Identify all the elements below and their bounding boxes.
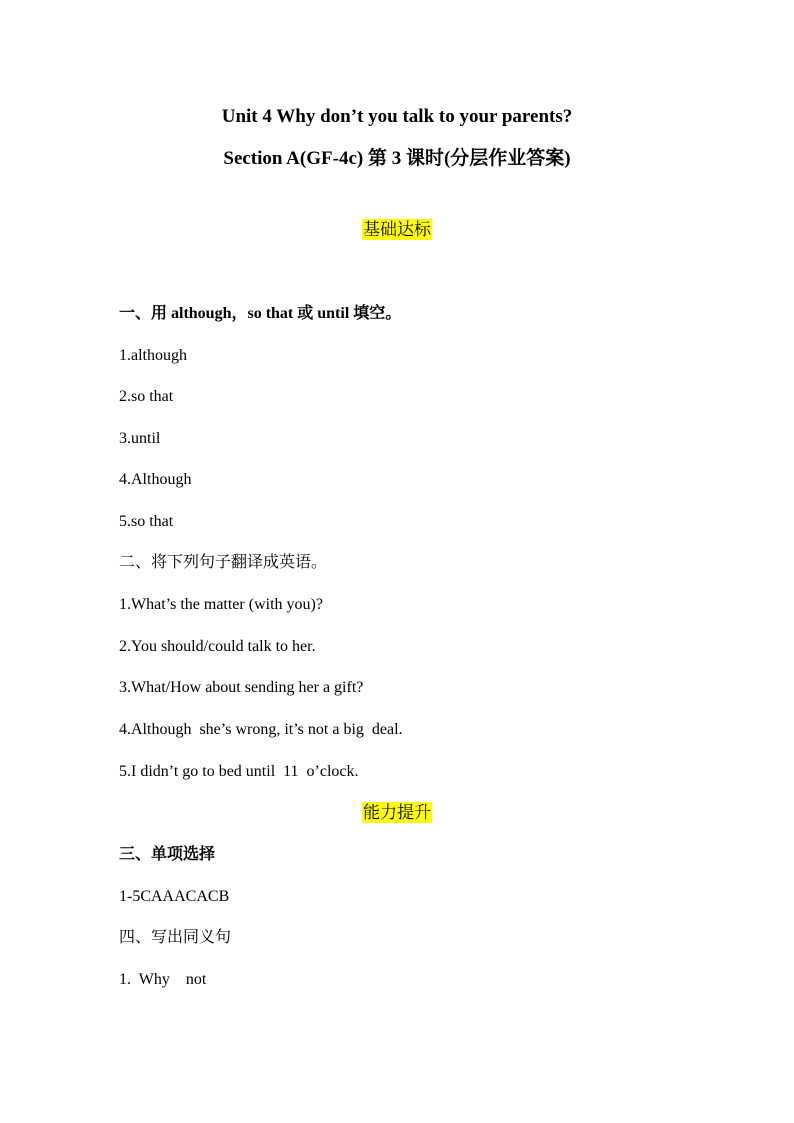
- section1-heading: 一、用 although，so that 或 until 填空。: [119, 305, 402, 322]
- section1-answer-4: 4.Although: [119, 471, 192, 488]
- section1-answer-2: 2.so that: [119, 388, 174, 405]
- section1-answer-3: 3.until: [119, 430, 161, 447]
- section1-answer-5: 5.so that: [119, 513, 174, 530]
- section2-answer-1: 1.What’s the matter (with you)?: [119, 596, 323, 613]
- section3-answer: 1-5CAAACACB: [119, 888, 230, 905]
- section2-heading: 二、将下列句子翻译成英语。: [119, 554, 328, 571]
- banner-advanced-label: 能力提升: [363, 803, 431, 822]
- document-title: Unit 4 Why don’t you talk to your parents?: [221, 106, 573, 127]
- banner-basic-label: 基础达标: [363, 220, 431, 239]
- section3-heading: 三、单项选择: [119, 846, 216, 863]
- document-subtitle: Section A(GF-4c) 第 3 课时(分层作业答案): [223, 148, 571, 169]
- banner-basic: [0, 219, 794, 241]
- section4-heading: 四、写出同义句: [119, 929, 232, 946]
- section2-answer-3: 3.What/How about sending her a gift?: [119, 679, 364, 696]
- section1-answer-1: 1.although: [119, 347, 187, 364]
- section4-answer-1: 1. Why not: [119, 971, 207, 988]
- section2-answer-5: 5.I didn’t go to bed until 11 o’clock.: [119, 763, 359, 780]
- banner-advanced: [0, 802, 794, 824]
- section2-answer-4: 4.Although she’s wrong, it’s not a big deal.: [119, 721, 403, 738]
- section2-answer-2: 2.You should/could talk to her.: [119, 638, 316, 655]
